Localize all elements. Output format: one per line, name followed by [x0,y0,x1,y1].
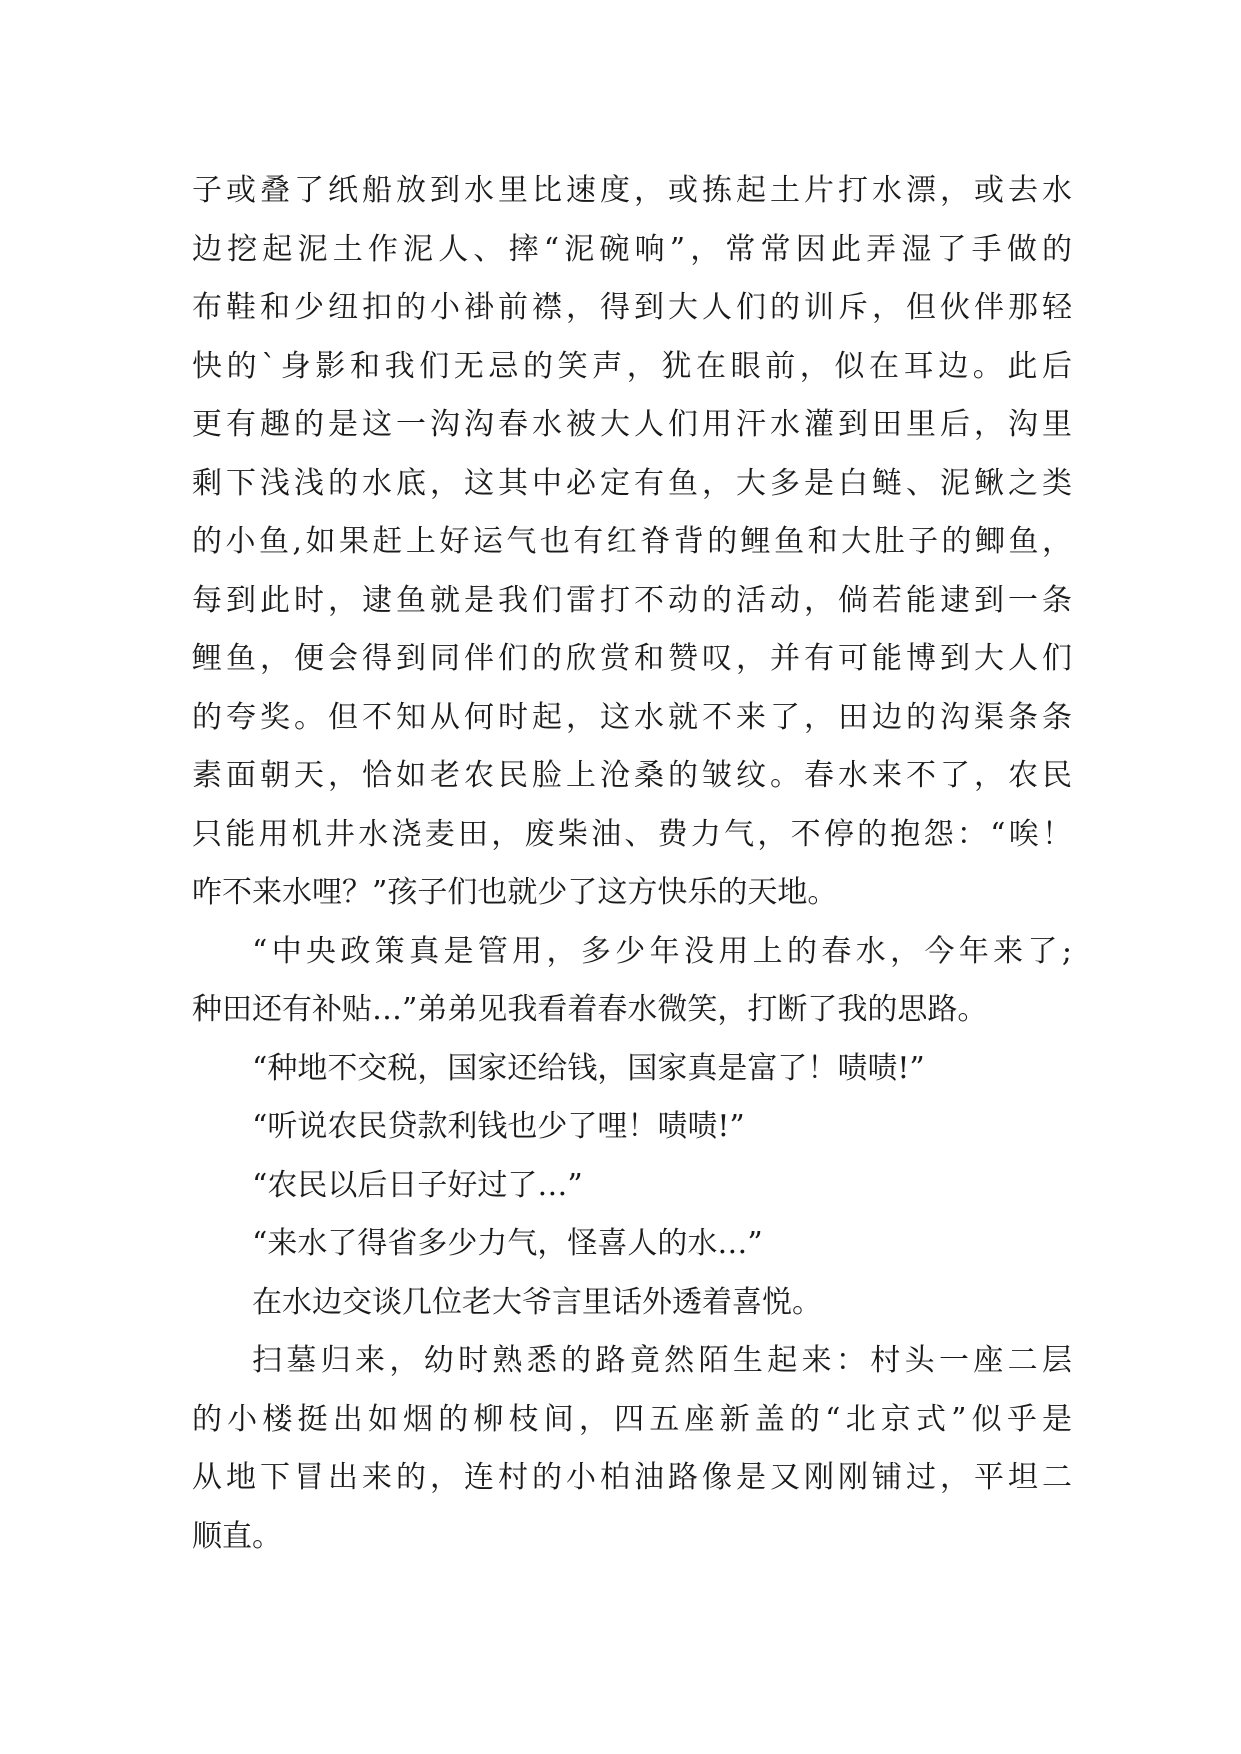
paragraph-3 [192,1040,1072,1099]
text-line: 更有趣的是这一沟沟春水被大人们用汗水灌到田里后，沟里 [192,407,1072,442]
text-line: 的小楼挺出如烟的柳枝间，四五座新盖的“北京式”似乎是 [192,1401,1072,1437]
text-line: 布鞋和少纽扣的小褂前襟，得到大人们的训斥，但伙伴那轻 [192,290,1072,325]
text-line: 咋不来水哩？”孩子们也就少了这方快乐的天地。 [192,875,838,910]
text-line: 每到此时，逮鱼就是我们雷打不动的活动，倘若能逮到一条 [192,582,1072,618]
text-line: 子或叠了纸船放到水里比速度，或拣起土片打水漂，或去水 [192,173,1072,208]
text-line: 素面朝天，恰如老农民脸上沧桑的皱纹。春水来不了，农民 [192,758,1072,793]
text-line: 边挖起泥土作泥人、摔“泥碗响”，常常因此弄湿了手做的 [192,231,1072,267]
text-line: 种田还有补贴…”弟弟见我看着春水微笑，打断了我的思路。 [192,992,988,1027]
text-line: “农民以后日子好过了…” [252,1167,583,1203]
text-line: 顺直。 [192,1518,282,1554]
text-line: 的小鱼,如果赶上好运气也有红脊背的鲤鱼和大肚子的鲫鱼， [192,524,1072,559]
paragraph-4 [192,1098,1072,1157]
text-line: 剩下浅浅的水底，这其中必定有鱼，大多是白鲢、泥鳅之类 [192,465,1072,501]
paragraph-6 [192,1215,1072,1274]
paragraph-2 [192,923,1072,1040]
text-line: 鲤鱼，便会得到同伴们的欣赏和赞叹，并有可能博到大人们 [192,641,1072,676]
text-line: “来水了得省多少力气，怪喜人的水…” [252,1226,763,1261]
paragraph-5 [192,1157,1072,1216]
text-line: “种地不交税，国家还给钱，国家真是富了！啧啧!” [252,1050,925,1086]
paragraph-7 [192,1274,1072,1333]
text-line: “中央政策真是管用，多少年没用上的春水，今年来了; [252,933,1072,969]
text-line: 的夸奖。但不知从何时起，这水就不来了，田边的沟渠条条 [192,699,1072,735]
text-line: 扫墓归来，幼时熟悉的路竟然陌生起来：村头一座二层 [252,1343,1072,1378]
paragraph-1 [192,162,1072,923]
paragraph-8 [192,1332,1072,1566]
text-line: 在水边交谈几位老大爷言里话外透着喜悦。 [252,1284,822,1320]
text-line: “听说农民贷款利钱也少了哩！啧啧!” [252,1109,745,1144]
text-line: 快的`身影和我们无忌的笑声，犹在眼前，似在耳边。此后 [192,348,1072,384]
document-body [192,162,1072,1566]
text-line: 从地下冒出来的，连村的小柏油路像是又刚刚铺过，平坦二 [192,1460,1072,1495]
text-line: 只能用机井水浇麦田，废柴油、费力气，不停的抱怨：“唉！ [192,816,1072,852]
